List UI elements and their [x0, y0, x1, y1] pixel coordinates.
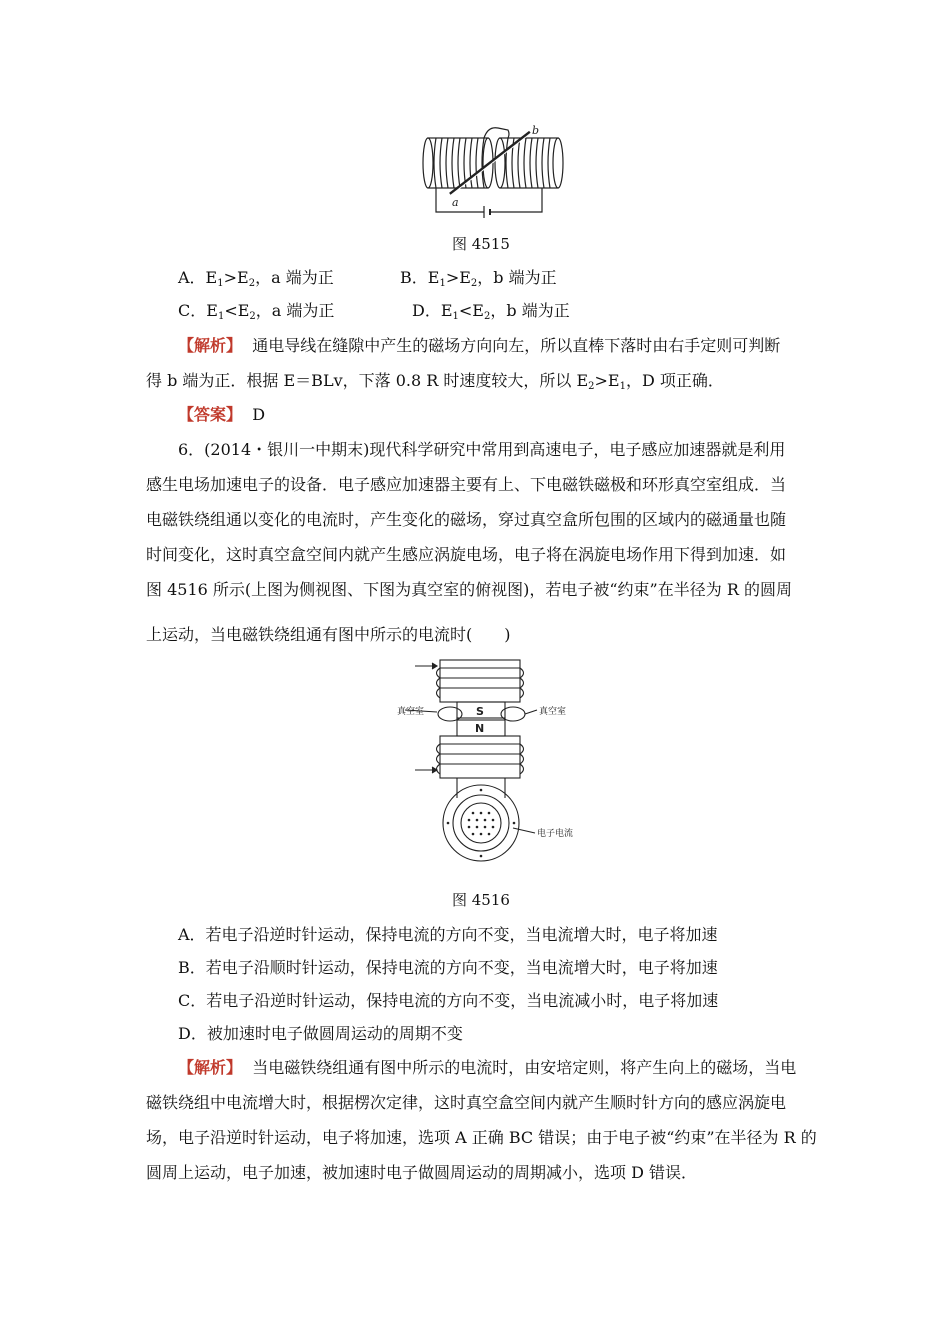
q5-answer: [178, 405, 265, 425]
q5-option-c: C．$E_1<E_2$，a 端为正: [178, 301, 335, 322]
analysis-tag: 【解析】: [178, 336, 243, 355]
vacuum-chamber-left-label: 真空室: [397, 707, 425, 717]
q6-option-a: A．若电子沿逆时针运动，保持电流的方向不变，当电流增大时，电子将加速: [178, 925, 718, 944]
figure-4516-diagram: [395, 658, 595, 868]
q6-stem-line-1: 6．(2014・银川一中期末)现代科学研究中常用到高速电子，电子感应加速器就是利用: [178, 440, 786, 459]
q6-stem-line-5: 图 4516 所示(上图为侧视图、下图为真空室的俯视图)，若电子被“约束”在半径为 R 的圆周: [146, 580, 792, 599]
label-a: a: [452, 196, 459, 209]
pole-s-label: S: [476, 705, 484, 718]
q6-analysis-line-4: 圆周上运动，电子加速，被加速时电子做圆周运动的周期减小，选项 D 错误．: [146, 1163, 698, 1182]
answer-tag: 【答案】: [178, 405, 243, 424]
q6-option-d: D．被加速时电子做圆周运动的周期不变: [178, 1024, 463, 1043]
q6-analysis-line-1: 【解析】 当电磁铁绕组通有图中所示的电流时，由安培定则，将产生向上的磁场，当电: [178, 1058, 797, 1077]
coil-rod-circuit-drawing: [418, 118, 568, 218]
electron-current-label: 电子电流: [537, 829, 574, 839]
q5-option-a: A．$E_1>E_2$，a 端为正: [178, 268, 334, 289]
q6-stem-line-6: 上运动，当电磁铁绕组通有图中所示的电流时( ): [146, 625, 511, 644]
q6-option-b: B．若电子沿顺时针运动，保持电流的方向不变，当电流增大时，电子将加速: [178, 958, 718, 977]
q6-analysis-line-2: 磁铁绕组中电流增大时，根据楞次定律，这时真空盒空间内就产生顺时针方向的感应涡旋电: [146, 1093, 787, 1112]
q6-stem-line-3: 电磁铁绕组通以变化的电流时，产生变化的磁场，穿过真空盒所包围的区域内的磁通量也随: [146, 510, 787, 529]
betatron-drawing: [395, 658, 595, 868]
q6-stem-line-2: 感生电场加速电子的设备．电子感应加速器主要有上、下电磁铁磁极和环形真空室组成．当: [146, 475, 787, 494]
q5-option-d: D．$E_1<E_2$，b 端为正: [412, 301, 570, 322]
analysis-tag: 【解析】: [178, 1058, 243, 1077]
label-b: b: [532, 124, 540, 137]
answer-value: D: [252, 405, 266, 424]
figure-4515-diagram: [418, 118, 568, 218]
figure-4516-caption: 图 4516: [452, 891, 510, 909]
figure-4515-caption: 图 4515: [452, 235, 510, 253]
q6-option-c: C．若电子沿逆时针运动，保持电流的方向不变，当电流减小时，电子将加速: [178, 991, 719, 1010]
q5-analysis-line-2: 得 b 端为正．根据 E＝BLv，下落 0.8 R 时速度较大，所以 $E_2>E_1$，D 项正确．: [146, 371, 724, 392]
q6-stem-line-4: 时间变化，这时真空盒空间内就产生感应涡旋电场，电子将在涡旋电场作用下得到加速．如: [146, 545, 787, 564]
q5-analysis-line-1: 【解析】 通电导线在缝隙中产生的磁场方向向左，所以直棒下落时由右手定则可判断: [178, 336, 781, 355]
vacuum-chamber-right-label: 真空室: [539, 707, 567, 717]
q5-option-b: B．$E_1>E_2$，b 端为正: [400, 268, 557, 289]
q6-analysis-line-3: 场，电子沿逆时针运动，电子将加速，选项 A 正确 BC 错误；由于电子被“约束”在半径为 R 的: [146, 1128, 817, 1147]
pole-n-label: N: [475, 722, 485, 735]
